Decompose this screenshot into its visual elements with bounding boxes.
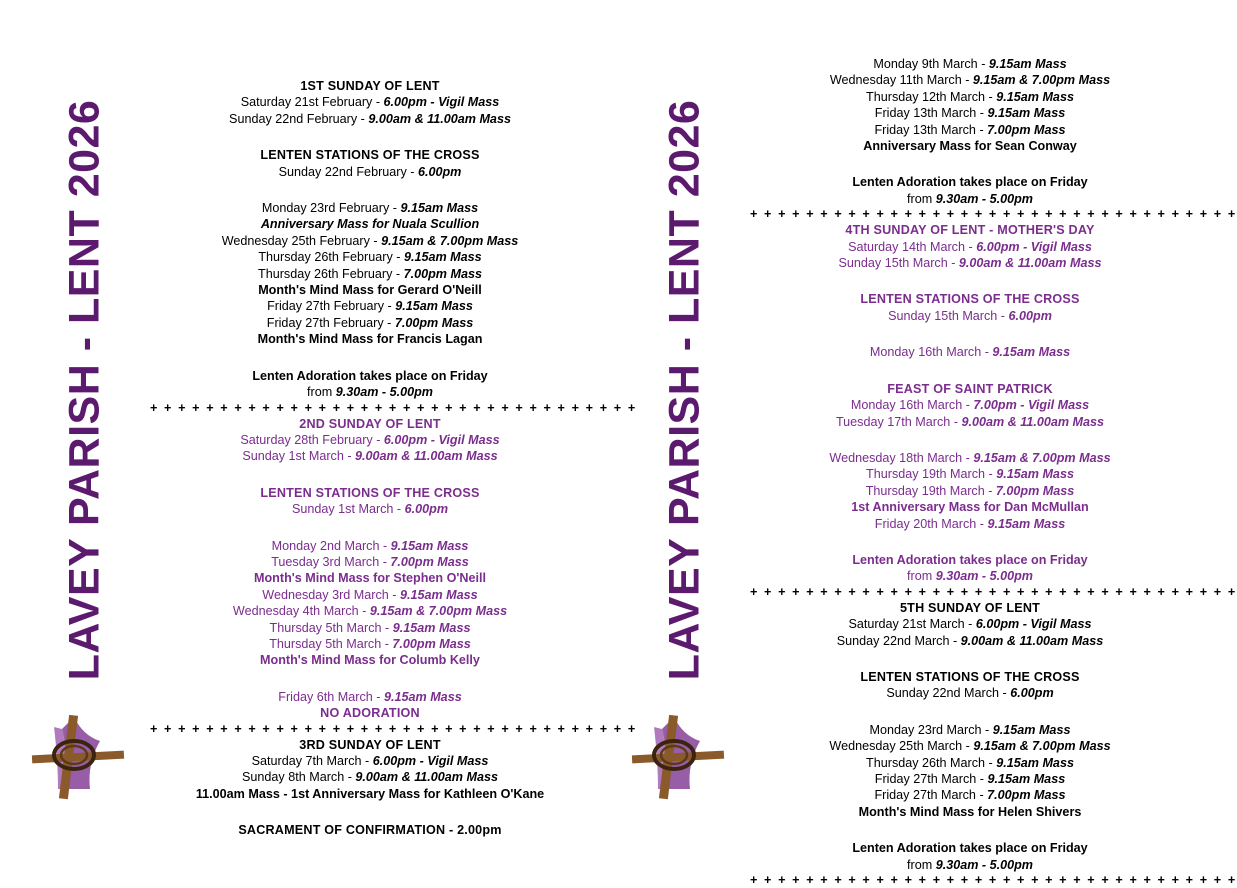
schedule-heading: LENTEN STATIONS OF THE CROSS [860, 669, 1080, 684]
schedule-block [750, 222, 1190, 271]
schedule-line: Sunday 22nd March - 9.00am & 11.00am Mass [836, 633, 1104, 648]
block-spacer [750, 702, 1190, 722]
schedule-heading: FEAST OF SAINT PATRICK [887, 381, 1053, 396]
schedule-line: Thursday 5th March - 7.00pm Mass [269, 636, 471, 651]
schedule-line: Friday 6th March - 9.15am Mass [278, 689, 462, 704]
schedule-line: Saturday 7th March - 6.00pm - Vigil Mass [251, 754, 489, 768]
schedule-line: Lenten Adoration takes place on Friday [252, 368, 488, 383]
schedule-line: Sunday 22nd March - 6.00pm [886, 686, 1054, 701]
schedule-heading: LENTEN STATIONS OF THE CROSS [260, 148, 480, 163]
schedule-line: Monday 9th March - 9.15am Mass [873, 57, 1067, 71]
schedule-block [750, 600, 1190, 649]
cross-emblem-left [22, 711, 142, 801]
cross-emblem-right [622, 711, 742, 801]
block-spacer [150, 127, 590, 147]
schedule-line: Lenten Adoration takes place on Friday [852, 552, 1088, 567]
right-panel [600, 0, 1237, 888]
block-spacer [750, 532, 1190, 552]
schedule-line: Thursday 26th March - 9.15am Mass [866, 755, 1074, 770]
schedule-line: Anniversary Mass for Nuala Scullion [260, 217, 480, 232]
schedule-block [750, 840, 1190, 873]
schedule-block [150, 416, 590, 465]
schedule-block [750, 291, 1190, 324]
schedule-line: Saturday 28th February - 6.00pm - Vigil Mass [240, 432, 500, 447]
schedule-line: Month's Mind Mass for Stephen O'Neill [254, 571, 486, 586]
schedule-line: 1st Anniversary Mass for Dan McMullan [851, 500, 1089, 515]
schedule-line: Sunday 15th March - 9.00am & 11.00am Mass [838, 256, 1102, 271]
right-schedule-column [750, 0, 1237, 888]
schedule-heading: 5TH SUNDAY OF LENT [899, 600, 1041, 615]
schedule-block [150, 368, 590, 401]
schedule-line: from 9.30am - 5.00pm [907, 569, 1033, 584]
block-spacer [750, 649, 1190, 669]
schedule-line: 11.00am Mass - 1st Anniversary Mass for Kathleen O'Kane [195, 786, 545, 801]
schedule-line: Friday 27th March - 9.15am Mass [874, 772, 1066, 786]
schedule-line: Friday 27th February - 7.00pm Mass [266, 315, 474, 330]
schedule-line: Wednesday 25th February - 9.15am & 7.00pm Mass [221, 233, 519, 248]
schedule-line: Friday 20th March - 9.15am Mass [874, 516, 1066, 531]
block-spacer [750, 154, 1190, 174]
schedule-line: Thursday 19th March - 7.00pm Mass [865, 483, 1075, 498]
schedule-block [750, 174, 1190, 207]
schedule-line: Friday 27th March - 7.00pm Mass [874, 788, 1066, 803]
schedule-block [150, 147, 590, 180]
schedule-line: Month's Mind Mass for Francis Lagan [257, 332, 483, 347]
schedule-block [750, 381, 1190, 430]
schedule-line: Month's Mind Mass for Columb Kelly [260, 653, 480, 668]
block-spacer [750, 271, 1190, 291]
schedule-heading: 1ST SUNDAY OF LENT [300, 79, 440, 93]
schedule-line: from 9.30am - 5.00pm [907, 191, 1033, 206]
schedule-block [150, 485, 590, 518]
schedule-line: Lenten Adoration takes place on Friday [852, 175, 1088, 190]
schedule-line: Wednesday 4th March - 9.15am & 7.00pm Mass [232, 604, 508, 619]
schedule-line: Month's Mind Mass for Gerard O'Neill [258, 283, 482, 298]
schedule-line: Saturday 21st February - 6.00pm - Vigil Mass [240, 95, 500, 110]
block-spacer [150, 518, 590, 538]
schedule-line: Friday 13th March - 9.15am Mass [874, 106, 1066, 121]
schedule-heading: 2ND SUNDAY OF LENT [299, 416, 441, 431]
block-spacer [150, 802, 590, 822]
schedule-line: Thursday 26th February - 9.15am Mass [258, 250, 482, 265]
schedule-block [750, 722, 1190, 820]
schedule-block [750, 552, 1190, 585]
section-divider: + + + + + + + + + + + + + + + + + + + + + + + + + + + + + + + + + + + [750, 873, 1237, 888]
schedule-line: Monday 23rd March - 9.15am Mass [869, 722, 1071, 737]
schedule-line: Wednesday 11th March - 9.15am & 7.00pm Mass [829, 73, 1111, 88]
schedule-line: Monday 2nd March - 9.15am Mass [271, 538, 469, 553]
section-divider: + + + + + + + + + + + + + + + + + + + + + + + + + + + + + + + + + + + [150, 721, 637, 736]
block-spacer [750, 820, 1190, 840]
schedule-line: Sunday 8th March - 9.00am & 11.00am Mass [242, 770, 498, 785]
schedule-line: Sunday 15th March - 6.00pm [888, 308, 1052, 323]
schedule-block [150, 538, 590, 669]
block-spacer [750, 430, 1190, 450]
right-banner-title: LAVEY PARISH - LENT 2026 [660, 99, 709, 681]
schedule-line: Thursday 26th February - 7.00pm Mass [258, 266, 482, 281]
block-spacer [750, 361, 1190, 381]
schedule-line: from 9.30am - 5.00pm [307, 385, 433, 400]
schedule-line: Monday 23rd February - 9.15am Mass [261, 201, 479, 216]
schedule-line: from 9.30am - 5.00pm [907, 857, 1033, 872]
schedule-heading: 3RD SUNDAY OF LENT [299, 737, 441, 752]
left-banner-title: LAVEY PARISH - LENT 2026 [60, 99, 109, 681]
schedule-line: Sunday 1st March - 6.00pm [291, 502, 449, 517]
section-divider: + + + + + + + + + + + + + + + + + + + + + + + + + + + + + + + + + + + [750, 584, 1237, 599]
schedule-block [750, 56, 1190, 154]
block-spacer [150, 348, 590, 368]
schedule-block [750, 669, 1190, 702]
schedule-heading: NO ADORATION [320, 706, 420, 721]
left-banner [30, 0, 140, 780]
section-divider: + + + + + + + + + + + + + + + + + + + + + + + + + + + + + + + + + + + [150, 400, 637, 415]
schedule-line: Monday 16th March - 7.00pm - Vigil Mass [850, 398, 1090, 413]
schedule-block [150, 822, 590, 838]
schedule-line: Thursday 12th March - 9.15am Mass [866, 89, 1074, 104]
schedule-line: Lenten Adoration takes place on Friday [852, 841, 1088, 856]
section-divider: + + + + + + + + + + + + + + + + + + + + + + + + + + + + + + + + + + + [750, 207, 1237, 222]
schedule-block [750, 344, 1190, 360]
schedule-block [750, 450, 1190, 532]
schedule-line: Wednesday 3rd March - 9.15am Mass [262, 587, 478, 602]
schedule-line: Wednesday 25th March - 9.15am & 7.00pm Mass [829, 739, 1111, 754]
left-schedule-column [150, 0, 637, 849]
block-spacer [150, 180, 590, 200]
schedule-line: Anniversary Mass for Sean Conway [863, 139, 1077, 154]
schedule-line: Tuesday 17th March - 9.00am & 11.00am Mass [835, 414, 1105, 429]
block-spacer [750, 324, 1190, 344]
schedule-line: Thursday 19th March - 9.15am Mass [866, 467, 1074, 482]
schedule-heading: LENTEN STATIONS OF THE CROSS [860, 292, 1080, 307]
schedule-block [150, 200, 590, 348]
schedule-line: Friday 13th March - 7.00pm Mass [874, 122, 1066, 137]
schedule-line: Sunday 22nd February - 9.00am & 11.00am Mass [229, 111, 511, 126]
left-panel [0, 0, 637, 849]
schedule-line: Wednesday 18th March - 9.15am & 7.00pm Mass [829, 450, 1111, 465]
schedule-line: Monday 16th March - 9.15am Mass [869, 345, 1071, 360]
schedule-line: Sunday 22nd February - 6.00pm [278, 164, 462, 179]
schedule-block [150, 78, 590, 127]
schedule-line: Tuesday 3rd March - 7.00pm Mass [271, 554, 469, 569]
schedule-line: Saturday 21st March - 6.00pm - Vigil Mass [848, 617, 1092, 632]
schedule-heading: 4TH SUNDAY OF LENT - MOTHER'S DAY [845, 223, 1095, 238]
schedule-block [150, 737, 590, 803]
schedule-line: Sunday 1st March - 9.00am & 11.00am Mass [242, 449, 498, 464]
schedule-line: Saturday 14th March - 6.00pm - Vigil Mass [848, 239, 1092, 254]
block-spacer [150, 465, 590, 485]
block-spacer [150, 669, 590, 689]
schedule-line: Thursday 5th March - 9.15am Mass [269, 620, 471, 635]
schedule-block [150, 689, 590, 722]
schedule-line: Friday 27th February - 9.15am Mass [267, 299, 473, 314]
right-banner [630, 0, 740, 780]
schedule-line: Month's Mind Mass for Helen Shivers [858, 804, 1082, 819]
schedule-heading: SACRAMENT OF CONFIRMATION - 2.00pm [238, 823, 502, 838]
schedule-heading: LENTEN STATIONS OF THE CROSS [260, 485, 480, 500]
